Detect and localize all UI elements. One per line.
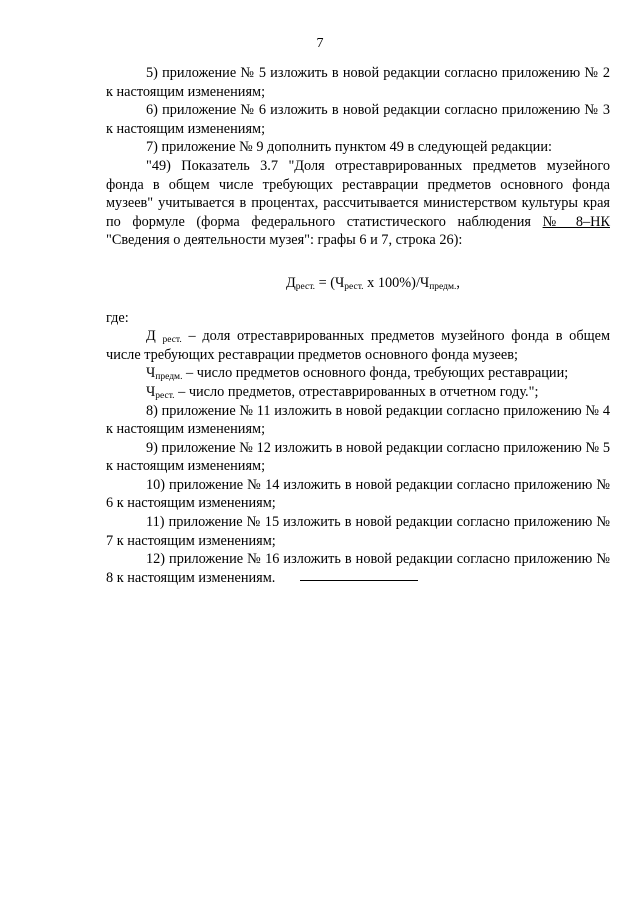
formula-ch1-sub: рест. [344, 281, 364, 292]
formula [136, 274, 610, 293]
item-49-text: "49) Показатель 3.7 "Доля отреставрированных предметов музейного фонда в общем числе требующих реставрации предметов основного фонда музеев" учитывается в процентах, рассчитывается министерством культуры края по формуле (форма федерального статистического наблюдения [106, 157, 610, 230]
where-ch-predm [106, 364, 610, 383]
where-d-text: – доля отреставрированных предметов музейного фонда в общем числе требующих реставрации предметов основного фонда музеев; [106, 328, 611, 363]
where-ch-predm-sub: предм. [155, 372, 183, 383]
item-7: 7) приложение № 9 дополнить пунктом 49 в следующей редакции: [146, 139, 552, 156]
formula-d-sub: рест. [295, 281, 316, 292]
item-5: 5) приложение № 5 изложить в новой редакции согласно приложению № 2 к настоящим изменениям; [106, 65, 610, 100]
where-ch-rest-letter: Ч [146, 383, 156, 400]
item-12: 12) приложение № 16 изложить в новой редакции согласно приложению № 8 к настоящим изменениям. [106, 551, 610, 586]
formula-ch2-sub: предм. [429, 281, 457, 292]
document-body [106, 64, 610, 587]
where-d-sub: рест. [162, 335, 182, 346]
where-d [106, 327, 610, 364]
page-number: 7 [316, 36, 324, 51]
where-ch-predm-letter: Ч [146, 365, 156, 382]
item-10: 10) приложение № 14 изложить в новой редакции согласно приложению № 6 к настоящим изменениям; [106, 476, 610, 512]
form-number: № 8–НК [542, 213, 610, 230]
where-label: где: [106, 309, 129, 326]
end-rule-divider [300, 580, 418, 581]
where-ch-rest-text: – число предметов, отреставрированных в отчетном году."; [174, 383, 539, 400]
formula-end: , [456, 274, 460, 291]
item-9: 9) приложение № 12 изложить в новой редакции согласно приложению № 5 к настоящим изменениям; [106, 439, 610, 475]
item-49-paragraph [106, 157, 610, 250]
formula-mid: х 100%)/Ч [363, 274, 430, 291]
item-8: 8) приложение № 11 изложить в новой редакции согласно приложению № 4 к настоящим изменениям; [106, 402, 610, 438]
formula-eq-open: = (Ч [315, 274, 345, 291]
where-ch-predm-text: – число предметов основного фонда, требующих реставрации; [182, 365, 569, 382]
where-ch-rest-sub: рест. [155, 390, 175, 401]
formula-d: Д [286, 274, 296, 291]
where-ch-rest [106, 383, 610, 402]
where-d-letter: Д [146, 328, 163, 345]
item-11: 11) приложение № 15 изложить в новой редакции согласно приложению № 7 к настоящим изменениям; [106, 514, 610, 549]
item-6: 6) приложение № 6 изложить в новой редакции согласно приложению № 3 к настоящим изменениям; [106, 102, 610, 137]
item-49-tail: "Сведения о деятельности музея": графы 6 и 7, строка 26): [106, 232, 463, 249]
